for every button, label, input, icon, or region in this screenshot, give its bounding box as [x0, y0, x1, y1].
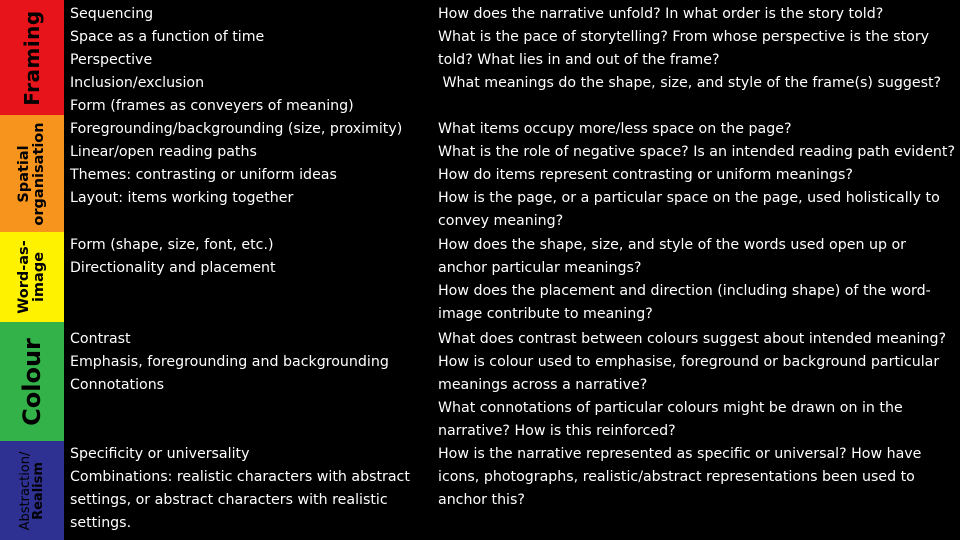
category-band-abstraction-realism	[0, 441, 64, 540]
category-label-abstraction-realism	[19, 451, 46, 530]
questions-colour	[438, 328, 960, 443]
category-label-spatial-organisation	[17, 122, 47, 225]
concept-item: Themes: contrasting or uniform ideas	[70, 167, 337, 184]
question-line: How does the narrative unfold? In what order is the story told?	[438, 6, 884, 22]
question-line: narrative? How is this reinforced?	[438, 423, 676, 440]
concepts-word-as-image	[70, 234, 428, 280]
concept-item: Contrast	[70, 331, 131, 347]
question-line: How is the page, or a particular space on the page, used holistically to	[438, 190, 940, 207]
concept-item: Emphasis, foregrounding and backgrounding	[70, 354, 389, 371]
wordimage-label-line-1: Word-as-	[16, 240, 33, 314]
question-line: anchor this?	[438, 492, 525, 509]
question-line: anchor particular meanings?	[438, 260, 642, 277]
concept-item: Space as a function of time	[70, 29, 265, 46]
concept-item: Form (shape, size, font, etc.)	[70, 237, 274, 253]
spatial-label-line-1: Spatial	[16, 144, 33, 203]
question-line: What is the pace of storytelling? From whose perspective is the story	[438, 29, 930, 46]
concept-item: Combinations: realistic characters with abstract	[70, 469, 410, 486]
question-line: told? What lies in and out of the frame?	[438, 52, 720, 69]
question-line: What meanings do the shape, size, and style of the frame(s) suggest?	[438, 75, 942, 92]
category-label-framing	[19, 9, 44, 106]
category-label-word-as-image	[17, 240, 47, 313]
question-line: image contribute to meaning?	[438, 306, 653, 323]
question-line: How is the narrative represented as specific or universal? How have	[438, 446, 922, 462]
question-line: How does the shape, size, and style of the words used open up or	[438, 237, 906, 253]
question-line: How does the placement and direction (including shape) of the word-	[438, 283, 931, 300]
concept-item: Form (frames as conveyers of meaning)	[70, 98, 354, 115]
questions-word-as-image	[438, 234, 960, 326]
question-line: How is colour used to emphasise, foreground or background particular	[438, 354, 940, 371]
concept-item: Layout: items working together	[70, 190, 294, 207]
question-line: How do items represent contrasting or uniform meanings?	[438, 167, 853, 184]
abstraction-label-line-2: Realism	[31, 461, 46, 520]
concepts-abstraction-realism	[70, 443, 428, 535]
concept-item: Inclusion/exclusion	[70, 75, 205, 92]
category-band-framing	[0, 0, 64, 115]
category-band-word-as-image	[0, 232, 64, 322]
concept-item: settings, or abstract characters with realistic	[70, 492, 388, 509]
concept-item: Foregrounding/backgrounding (size, proximity)	[70, 121, 403, 137]
concepts-colour	[70, 328, 428, 397]
spatial-label-line-2: organisation	[31, 121, 47, 226]
wordimage-label-line-2: image	[31, 251, 47, 303]
concept-item: Connotations	[70, 377, 165, 394]
framing-label-line: Framing	[19, 9, 44, 106]
concept-item: Sequencing	[70, 6, 154, 22]
concept-item: Perspective	[70, 52, 153, 69]
concepts-framing	[70, 3, 428, 118]
concept-item: settings.	[70, 515, 132, 532]
question-line: meanings across a narrative?	[438, 377, 648, 394]
questions-framing	[438, 3, 960, 95]
colour-label-line: Colour	[17, 337, 46, 426]
question-line: convey meaning?	[438, 213, 564, 230]
concept-item: Directionality and placement	[70, 260, 276, 277]
concepts-spatial-organisation	[70, 118, 428, 210]
abstraction-label-line-1: Abstraction/	[17, 451, 33, 530]
questions-spatial-organisation	[438, 118, 960, 233]
category-band-colour	[0, 322, 64, 441]
question-line: What connotations of particular colours might be drawn on in the	[438, 400, 903, 417]
category-label-colour	[17, 337, 46, 426]
question-line: What does contrast between colours suggest about intended meaning?	[438, 331, 947, 347]
question-line: What is the role of negative space? Is an intended reading path evident?	[438, 144, 956, 161]
concept-item: Linear/open reading paths	[70, 144, 257, 161]
question-line: icons, photographs, realistic/abstract representations been used to	[438, 469, 915, 486]
category-band-spatial-organisation	[0, 115, 64, 232]
question-line: What items occupy more/less space on the page?	[438, 121, 792, 137]
questions-abstraction-realism	[438, 443, 960, 512]
concept-item: Specificity or universality	[70, 446, 250, 462]
